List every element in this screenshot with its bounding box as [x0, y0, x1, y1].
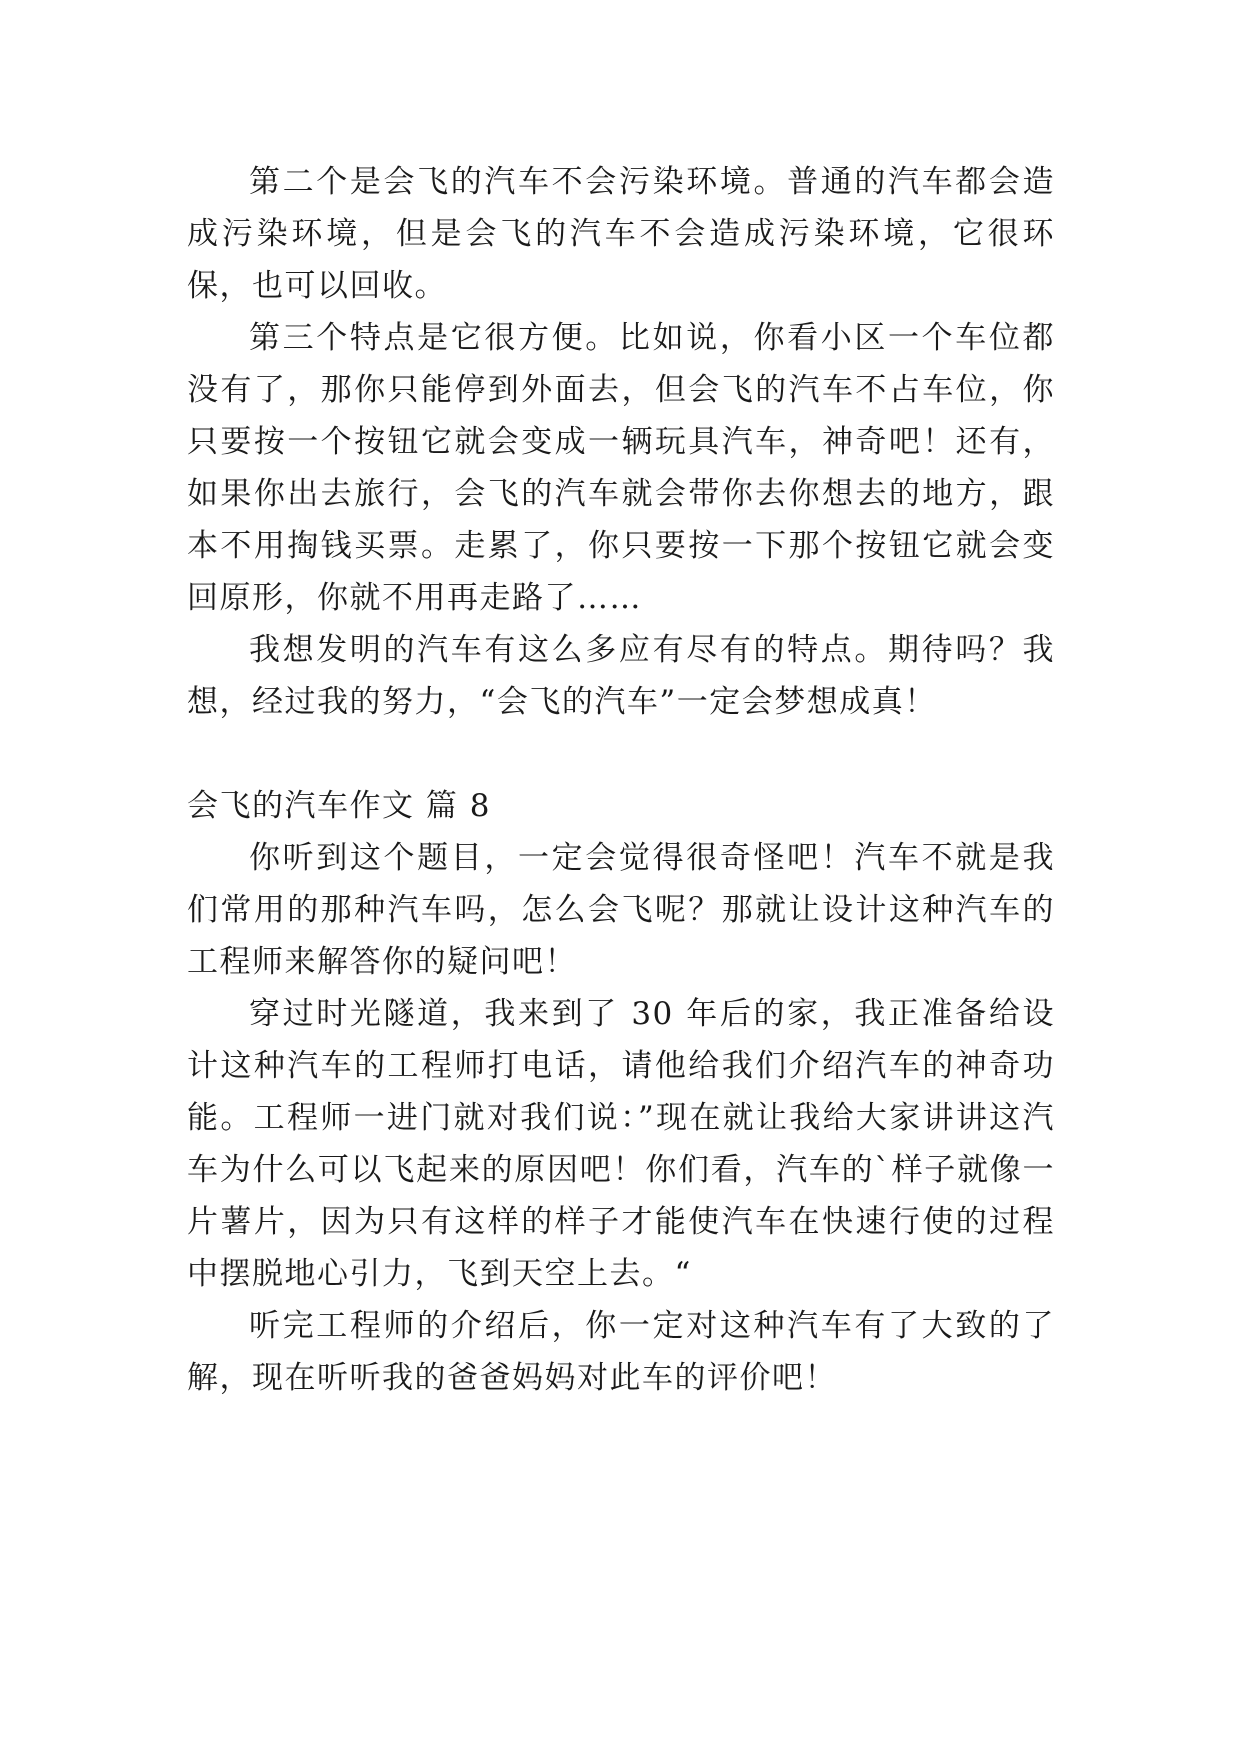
- paragraph-pollution: 第二个是会飞的汽车不会污染环境。普通的汽车都会造成污染环境，但是会飞的汽车不会造成污染环境，它很环保，也可以回收。: [187, 164, 1055, 304]
- paragraph-conclusion: 我想发明的汽车有这么多应有尽有的特点。期待吗？我想，经过我的努力，“会飞的汽车”一定会梦想成真！: [187, 632, 1055, 720]
- paragraph-intro: 你听到这个题目，一定会觉得很奇怪吧！汽车不就是我们常用的那种汽车吗，怎么会飞呢？那就让设计这种汽车的工程师来解答你的疑问吧！: [187, 840, 1055, 980]
- paragraph-engineer: 穿过时光隧道，我来到了 30 年后的家，我正准备给设计这种汽车的工程师打电话，请他给我们介绍汽车的神奇功能。工程师一进门就对我们说：”现在就让我给大家讲讲这汽车为什么可以飞起来的原因吧！你们看，汽车的`样子就像一片薯片，因为只有这样的样子才能使汽车在快速行使的过程中摆脱地心引力，飞到天空上去。“: [187, 996, 1055, 1292]
- section-title: 会飞的汽车作文 篇 8: [187, 788, 491, 824]
- document-body: [187, 156, 1055, 1404]
- paragraph-parents: 听完工程师的介绍后，你一定对这种汽车有了大致的了解，现在听听我的爸爸妈妈对此车的评价吧！: [187, 1308, 1055, 1396]
- paragraph-convenience: 第三个特点是它很方便。比如说，你看小区一个车位都没有了，那你只能停到外面去，但会飞的汽车不占车位，你只要按一个按钮它就会变成一辆玩具汽车，神奇吧！还有，如果你出去旅行，会飞的汽车就会带你去你想去的地方，跟本不用掏钱买票。走累了，你只要按一下那个按钮它就会变回原形，你就不用再走路了……: [187, 320, 1055, 616]
